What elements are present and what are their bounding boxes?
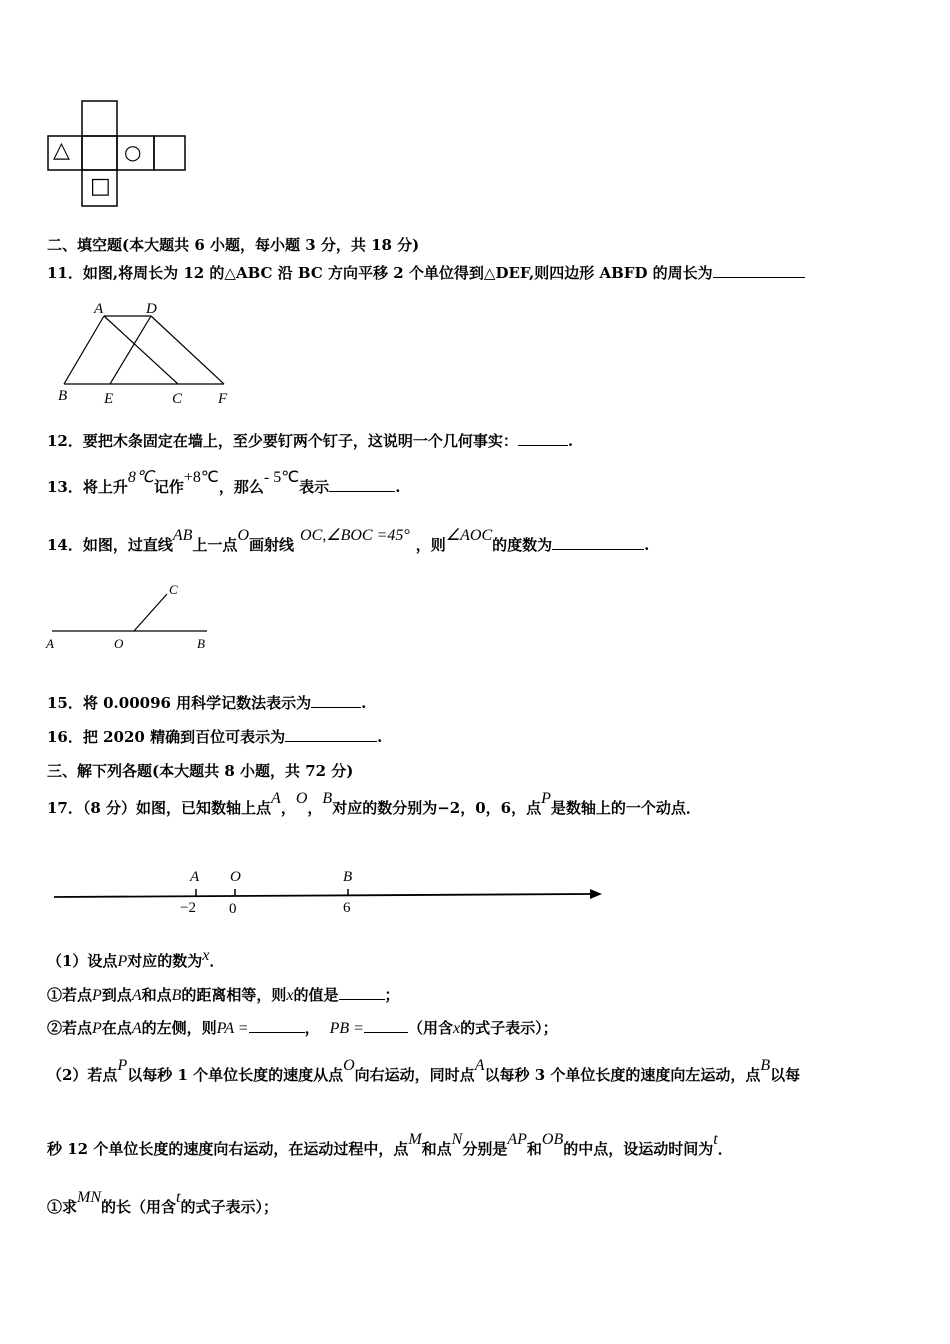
q17-s2b-mOB: OB bbox=[541, 1131, 564, 1148]
q14-p2: 上一点 bbox=[192, 536, 238, 554]
q17-part2a bbox=[47, 1189, 278, 1217]
q17-part1 bbox=[47, 947, 225, 971]
q13-p2: 记作 bbox=[153, 478, 184, 496]
net-symbol-triangle: △ bbox=[53, 138, 70, 163]
q11-label-B: B bbox=[58, 388, 68, 404]
q14-m2: O bbox=[237, 527, 249, 544]
q11-text bbox=[47, 262, 805, 283]
q13-m3: - 5℃ bbox=[263, 469, 300, 486]
q17-s1a-mx: x bbox=[286, 987, 294, 1004]
q17-s2-p5: 以每 bbox=[770, 1066, 801, 1084]
q16-text bbox=[47, 726, 382, 747]
q17-s2-mA: A bbox=[474, 1057, 485, 1074]
q17-s1a-end: ； bbox=[384, 986, 400, 1004]
q14-end: . bbox=[644, 536, 650, 554]
q15-answer-blank[interactable] bbox=[311, 693, 361, 708]
q17-s1a-p3: 和点 bbox=[141, 986, 172, 1004]
q11-label-E: E bbox=[104, 391, 114, 407]
q17-s1b-p3: 的左侧，则 bbox=[141, 1019, 217, 1037]
axis-tick-6: 6 bbox=[343, 900, 351, 916]
q11-seg-DE bbox=[110, 316, 151, 384]
q16-end: . bbox=[377, 728, 383, 746]
q17-s2-p4: 以每秒 3 个单位长度的速度向左运动，点 bbox=[484, 1066, 761, 1084]
q17-s1-mx: x bbox=[202, 947, 210, 964]
q17-part2 bbox=[47, 1057, 801, 1085]
net-face-top bbox=[82, 101, 117, 136]
q17-s1-mP: P bbox=[117, 953, 128, 970]
q17-s2a-mMN: MN bbox=[77, 1189, 102, 1206]
q12-text bbox=[47, 430, 573, 451]
q13-p3: ，那么 bbox=[218, 478, 264, 496]
q16-stem: 16．把 2020 精确到百位可表示为 bbox=[47, 728, 286, 746]
q17-s1b-mPB: PB = bbox=[329, 1020, 364, 1037]
q14-label-B: B bbox=[197, 636, 205, 651]
q13-text bbox=[47, 469, 401, 497]
q12-answer-blank[interactable] bbox=[518, 431, 568, 446]
q17-s2-mO: O bbox=[343, 1057, 355, 1074]
q13-p1: 13．将上升 bbox=[47, 478, 128, 496]
q13-answer-blank[interactable] bbox=[329, 477, 395, 492]
net-symbol-square: □ bbox=[90, 174, 111, 199]
q11-figure bbox=[50, 296, 250, 410]
q17-s2a-mt: t bbox=[176, 1189, 181, 1206]
q15-stem: 15．将 0.00096 用科学记数法表示为 bbox=[47, 694, 312, 712]
q17-s1a-mA: A bbox=[131, 987, 142, 1004]
q17-s2-mP: P bbox=[117, 1057, 128, 1074]
q17-p2: 对应的数分别为−2，0，6，点 bbox=[332, 799, 542, 817]
q17-s2b-p3: 分别是 bbox=[462, 1140, 508, 1158]
q14-label-A: A bbox=[46, 636, 54, 651]
q13-m2: +8℃ bbox=[183, 469, 219, 486]
q11-answer-blank[interactable] bbox=[713, 263, 805, 278]
q17-s1b-mPA: PA = bbox=[216, 1020, 249, 1037]
q17-part2-cont bbox=[47, 1131, 733, 1159]
q17-s2b-mM: M bbox=[408, 1131, 422, 1148]
q17-s1a-p5: 的值是 bbox=[293, 986, 339, 1004]
number-line-axis bbox=[54, 894, 590, 897]
q17-mP: P bbox=[541, 790, 551, 807]
q17-p3: 是数轴上的一个动点． bbox=[550, 799, 701, 817]
axis-label-B: B bbox=[343, 869, 353, 885]
q17-s2b-mt: t bbox=[713, 1131, 718, 1148]
axis-label-O: O bbox=[230, 869, 241, 885]
q17-c1: ， bbox=[280, 799, 296, 817]
q17-s2b-p1: 秒 12 个单位长度的速度向右运动，在运动过程中，点 bbox=[47, 1140, 409, 1158]
q14-p4: ，则 bbox=[415, 536, 446, 554]
q11-stem: 11．如图,将周长为 12 的△ABC 沿 BC 方向平移 2 个单位得到△DEF,则四边形 ABFD 的周长为 bbox=[47, 264, 713, 282]
q17-s2b-mN: N bbox=[451, 1131, 463, 1148]
q17-s1b-p4: （用含 bbox=[407, 1019, 453, 1037]
net-symbol-circle: ○ bbox=[124, 140, 142, 164]
q17-s2-mB: B bbox=[760, 1057, 771, 1074]
q17-s1a-p4: 的距离相等，则 bbox=[181, 986, 287, 1004]
q17-s1-end: ． bbox=[209, 952, 225, 970]
q16-answer-blank[interactable] bbox=[285, 727, 377, 742]
q17-s1b-mx: x bbox=[452, 1020, 461, 1037]
q14-ray-OC bbox=[134, 594, 167, 631]
q17-s2-p3: 向右运动，同时点 bbox=[354, 1066, 475, 1084]
net-face-center bbox=[82, 136, 117, 170]
q17-s1b-p1: ②若点 bbox=[47, 1019, 93, 1037]
section2-heading: 二、填空题(本大题共 6 小题，每小题 3 分，共 18 分) bbox=[47, 236, 420, 254]
q14-p1: 14．如图，过直线 bbox=[47, 536, 173, 554]
q17-s2-p2: 以每秒 1 个单位长度的速度从点 bbox=[127, 1066, 344, 1084]
q17-s2b-p2: 和点 bbox=[421, 1140, 452, 1158]
q15-text bbox=[47, 692, 366, 713]
q17-s1a-p2: 到点 bbox=[101, 986, 132, 1004]
q17-s1a-mB: B bbox=[171, 987, 182, 1004]
q17-s2b-end: ． bbox=[717, 1140, 733, 1158]
q17-intro bbox=[47, 790, 701, 818]
q17-s2-p1: （2）若点 bbox=[47, 1066, 118, 1084]
q17-s1b-p2: 在点 bbox=[101, 1019, 132, 1037]
q13-end: . bbox=[395, 478, 401, 496]
q13-m1: 8℃ bbox=[127, 469, 154, 486]
q17-s2a-p2: 的长（用含 bbox=[101, 1198, 177, 1216]
q17-s1b-blank-PB[interactable] bbox=[364, 1018, 408, 1033]
q14-label-O: O bbox=[114, 636, 124, 651]
q17-s1a-p1: ①若点 bbox=[47, 986, 93, 1004]
q14-p3: 画射线 bbox=[249, 536, 295, 554]
q17-part1b bbox=[47, 1017, 558, 1038]
q17-c2: ， bbox=[307, 799, 323, 817]
q17-s1-p2: 对应的数为 bbox=[127, 952, 203, 970]
q17-mB: B bbox=[322, 790, 333, 807]
q17-s1b-mA: A bbox=[131, 1020, 142, 1037]
q17-mA: A bbox=[271, 790, 281, 807]
axis-tick-minus2: −2 bbox=[180, 900, 196, 916]
q14-m3: OC,∠BOC =45° bbox=[300, 527, 410, 544]
q11-seg-AC bbox=[104, 316, 178, 384]
q14-p5: 的度数为 bbox=[492, 536, 553, 554]
q17-s2b-p4: 和 bbox=[526, 1140, 542, 1158]
q14-m1: AB bbox=[172, 527, 193, 544]
q14-label-C: C bbox=[169, 582, 178, 597]
q17-s1b-blank-PA[interactable] bbox=[249, 1018, 305, 1033]
q11-label-D: D bbox=[146, 301, 157, 317]
axis-label-A: A bbox=[190, 869, 200, 885]
q11-seg-AB bbox=[64, 316, 104, 384]
q17-s1a-blank[interactable] bbox=[339, 985, 385, 1000]
q13-p4: 表示 bbox=[299, 478, 330, 496]
q11-label-F: F bbox=[218, 391, 228, 407]
q14-figure bbox=[42, 578, 222, 654]
section3-heading: 三、解下列各题(本大题共 8 小题，共 72 分) bbox=[47, 762, 354, 780]
q17-s2a-p3: 的式子表示）； bbox=[180, 1198, 278, 1216]
q14-text bbox=[47, 527, 650, 555]
q12-end: . bbox=[567, 432, 574, 450]
q15-end: . bbox=[361, 694, 367, 712]
q11-label-C: C bbox=[172, 391, 183, 407]
q11-label-A: A bbox=[94, 301, 104, 317]
axis-tick-0: 0 bbox=[229, 901, 237, 917]
q17-s1-p1: （1）设点 bbox=[47, 952, 118, 970]
q17-s1a-mP: P bbox=[92, 987, 102, 1004]
net-face-right2 bbox=[154, 136, 185, 170]
q17-s2a-p1: ①求 bbox=[47, 1198, 78, 1216]
q17-part1a bbox=[47, 984, 400, 1005]
q17-p1: 17．（8 分）如图，已知数轴上点 bbox=[47, 799, 272, 817]
q14-m4: ∠AOC bbox=[445, 527, 493, 544]
q12-stem: 12．要把木条固定在墙上，至少要钉两个钉子，这说明一个几何事实： bbox=[47, 432, 518, 450]
q14-answer-blank[interactable] bbox=[552, 535, 644, 550]
q17-s2b-p5: 的中点，设运动时间为 bbox=[563, 1140, 714, 1158]
q17-s1b-c1: ， bbox=[304, 1019, 320, 1037]
number-line-arrow bbox=[590, 889, 602, 899]
q17-mO: O bbox=[295, 790, 308, 807]
q17-number-line bbox=[50, 860, 610, 920]
q17-s1b-p5: 的式子表示）； bbox=[460, 1019, 558, 1037]
q17-s1b-mP: P bbox=[92, 1020, 102, 1037]
q17-s2b-mAP: AP bbox=[507, 1131, 527, 1148]
q11-seg-DF bbox=[151, 316, 224, 384]
